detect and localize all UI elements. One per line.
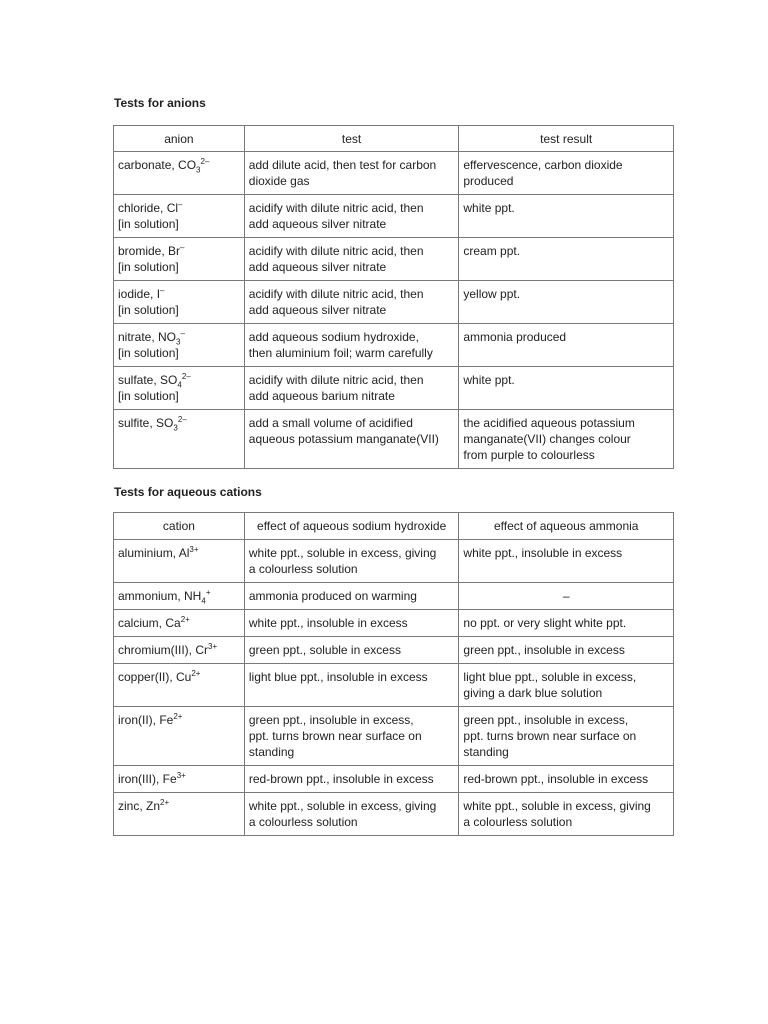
- anion-formula: [118, 286, 240, 302]
- column-header-test-result: test result: [459, 126, 674, 152]
- cation-formula: [118, 545, 240, 561]
- cation-formula: [118, 771, 240, 787]
- test-cell-line: acidify with dilute nitric acid, then: [248, 201, 424, 215]
- test-cell-line: acidify with dilute nitric acid, then: [248, 244, 424, 258]
- charge-superscript: 2+: [191, 669, 201, 678]
- table-row: [114, 540, 674, 583]
- cation-cell: [114, 793, 245, 836]
- result-cell: [459, 367, 674, 410]
- cations-table: [113, 512, 674, 836]
- result-cell-line: white ppt.: [463, 373, 515, 387]
- test-cell-line: dioxide gas: [248, 174, 310, 188]
- anion-formula: [118, 372, 240, 388]
- ammonia-cell: [459, 540, 674, 583]
- sodium-hydroxide-cell-line: green ppt., insoluble in excess,: [248, 713, 414, 727]
- result-cell: [459, 281, 674, 324]
- table-row: [114, 707, 674, 766]
- result-cell-line: effervescence, carbon dioxide: [463, 158, 623, 172]
- state-note: [in solution]: [118, 260, 179, 274]
- table-row: [114, 238, 674, 281]
- cation-name: iron(III), Fe: [118, 772, 177, 786]
- subscript: 4: [201, 596, 206, 606]
- anion-name: carbonate, CO: [118, 158, 197, 172]
- column-header-anion: anion: [114, 126, 245, 152]
- subscript: 3: [173, 423, 178, 433]
- ammonia-cell-line: giving a dark blue solution: [463, 686, 603, 700]
- sodium-hydroxide-cell-line: green ppt., soluble in excess: [248, 643, 401, 657]
- sodium-hydroxide-cell: [244, 540, 459, 583]
- cation-cell: [114, 610, 245, 637]
- cation-name: copper(II), Cu: [118, 670, 192, 684]
- sodium-hydroxide-cell-line: a colourless solution: [248, 562, 358, 576]
- anion-cell: [114, 238, 245, 281]
- ammonia-cell-line: no ppt. or very slight white ppt.: [463, 616, 627, 630]
- anion-formula: [118, 243, 240, 259]
- cation-name: iron(II), Fe: [118, 713, 174, 727]
- cation-cell: [114, 707, 245, 766]
- result-cell: [459, 324, 674, 367]
- result-cell-line: manganate(VII) changes colour: [463, 432, 631, 446]
- charge-superscript: 2–: [200, 157, 210, 166]
- result-cell-line: yellow ppt.: [463, 287, 521, 301]
- anion-formula: [118, 157, 240, 173]
- table-header-row: [114, 513, 674, 540]
- state-note: [in solution]: [118, 389, 179, 403]
- cation-formula: [118, 615, 240, 631]
- ammonia-cell: [459, 766, 674, 793]
- anion-formula: [118, 415, 240, 431]
- anions-heading: Tests for anions: [114, 96, 206, 110]
- charge-superscript: +: [205, 588, 211, 597]
- test-cell: [244, 410, 459, 469]
- result-cell: [459, 152, 674, 195]
- result-cell-line: white ppt.: [463, 201, 515, 215]
- column-header-cation: cation: [114, 513, 245, 540]
- cations-table-body: [114, 540, 674, 836]
- charge-superscript: –: [160, 286, 165, 295]
- test-cell-line: add aqueous silver nitrate: [248, 260, 387, 274]
- sodium-hydroxide-cell-line: ammonia produced on warming: [248, 589, 417, 603]
- table-header-row: [114, 126, 674, 152]
- anion-formula: [118, 200, 240, 216]
- ammonia-cell-line: –: [562, 589, 570, 603]
- sodium-hydroxide-cell: [244, 766, 459, 793]
- anion-name: bromide, Br: [118, 244, 181, 258]
- table-row: [114, 583, 674, 610]
- cation-cell: [114, 664, 245, 707]
- ammonia-cell-line: a colourless solution: [463, 815, 573, 829]
- table-row: [114, 610, 674, 637]
- sodium-hydroxide-cell-line: white ppt., insoluble in excess: [248, 616, 408, 630]
- state-note: [in solution]: [118, 303, 179, 317]
- table-row: [114, 793, 674, 836]
- test-cell-line: add aqueous barium nitrate: [248, 389, 395, 403]
- ammonia-cell: [459, 793, 674, 836]
- cation-name: calcium, Ca: [118, 616, 181, 630]
- ammonia-cell-line: white ppt., insoluble in excess: [463, 546, 623, 560]
- anion-name: chloride, Cl: [118, 201, 179, 215]
- test-cell-line: acidify with dilute nitric acid, then: [248, 287, 424, 301]
- charge-superscript: –: [178, 200, 183, 209]
- sodium-hydroxide-cell-line: ppt. turns brown near surface on: [248, 729, 422, 743]
- ammonia-cell-line: ppt. turns brown near surface on: [463, 729, 637, 743]
- anions-table-body: [114, 152, 674, 469]
- test-cell-line: aqueous potassium manganate(VII): [248, 432, 439, 446]
- subscript: 3: [176, 337, 181, 347]
- sodium-hydroxide-cell-line: light blue ppt., insoluble in excess: [248, 670, 428, 684]
- test-cell-line: add aqueous sodium hydroxide,: [248, 330, 419, 344]
- sodium-hydroxide-cell: [244, 707, 459, 766]
- charge-superscript: 2–: [177, 415, 187, 424]
- state-note: [in solution]: [118, 346, 179, 360]
- table-row: [114, 367, 674, 410]
- anion-cell: [114, 324, 245, 367]
- ammonia-cell: [459, 610, 674, 637]
- ammonia-cell: [459, 707, 674, 766]
- cation-cell: [114, 766, 245, 793]
- sodium-hydroxide-cell: [244, 664, 459, 707]
- ammonia-cell-line: green ppt., insoluble in excess,: [463, 713, 629, 727]
- cation-formula: [118, 588, 240, 604]
- anion-cell: [114, 152, 245, 195]
- cation-formula: [118, 642, 240, 658]
- anion-cell: [114, 367, 245, 410]
- test-cell-line: then aluminium foil; warm carefully: [248, 346, 433, 360]
- test-cell-line: add aqueous silver nitrate: [248, 217, 387, 231]
- cation-cell: [114, 583, 245, 610]
- charge-superscript: 3+: [176, 771, 186, 780]
- table-row: [114, 637, 674, 664]
- ammonia-cell: [459, 664, 674, 707]
- test-cell: [244, 367, 459, 410]
- sodium-hydroxide-cell-line: a colourless solution: [248, 815, 358, 829]
- table-row: [114, 195, 674, 238]
- table-row: [114, 766, 674, 793]
- cation-name: chromium(III), Cr: [118, 643, 208, 657]
- subscript: 3: [196, 165, 201, 175]
- ammonia-cell-line: standing: [463, 745, 509, 759]
- sodium-hydroxide-cell: [244, 637, 459, 664]
- anion-cell: [114, 281, 245, 324]
- column-header-sodium-hydroxide: effect of aqueous sodium hydroxide: [244, 513, 459, 540]
- test-cell: [244, 238, 459, 281]
- anion-name: sulfate, SO: [118, 373, 178, 387]
- column-header-ammonia: effect of aqueous ammonia: [459, 513, 674, 540]
- anion-cell: [114, 195, 245, 238]
- table-row: [114, 410, 674, 469]
- sodium-hydroxide-cell-line: standing: [248, 745, 295, 759]
- result-cell-line: produced: [463, 174, 514, 188]
- test-cell: [244, 324, 459, 367]
- test-cell-line: add dilute acid, then test for carbon: [248, 158, 437, 172]
- result-cell-line: cream ppt.: [463, 244, 521, 258]
- cation-name: ammonium, NH: [118, 589, 202, 603]
- column-header-test: test: [244, 126, 459, 152]
- table-row: [114, 664, 674, 707]
- anions-table: [113, 125, 674, 469]
- test-cell-line: acidify with dilute nitric acid, then: [248, 373, 424, 387]
- charge-superscript: 3+: [208, 642, 218, 651]
- result-cell-line: the acidified aqueous potassium: [463, 416, 635, 430]
- anion-cell: [114, 410, 245, 469]
- test-cell-line: add aqueous silver nitrate: [248, 303, 387, 317]
- ammonia-cell-line: green ppt., insoluble in excess: [463, 643, 625, 657]
- table-row: [114, 324, 674, 367]
- state-note: [in solution]: [118, 217, 179, 231]
- cations-heading: Tests for aqueous cations: [114, 485, 262, 499]
- charge-superscript: 2–: [181, 372, 191, 381]
- ammonia-cell: [459, 583, 674, 610]
- cation-cell: [114, 540, 245, 583]
- charge-superscript: –: [180, 329, 185, 338]
- anion-name: nitrate, NO: [118, 330, 177, 344]
- cation-formula: [118, 669, 240, 685]
- anion-formula: [118, 329, 240, 345]
- cation-cell: [114, 637, 245, 664]
- table-row: [114, 152, 674, 195]
- table-row: [114, 281, 674, 324]
- sodium-hydroxide-cell-line: red-brown ppt., insoluble in excess: [248, 772, 434, 786]
- ammonia-cell-line: red-brown ppt., insoluble in excess: [463, 772, 649, 786]
- result-cell: [459, 195, 674, 238]
- sodium-hydroxide-cell-line: white ppt., soluble in excess, giving: [248, 546, 437, 560]
- result-cell-line: ammonia produced: [463, 330, 567, 344]
- subscript: 4: [177, 380, 182, 390]
- test-cell: [244, 195, 459, 238]
- sodium-hydroxide-cell: [244, 793, 459, 836]
- ammonia-cell-line: white ppt., soluble in excess, giving: [463, 799, 651, 813]
- cation-name: zinc, Zn: [118, 799, 161, 813]
- test-cell: [244, 281, 459, 324]
- sodium-hydroxide-cell: [244, 610, 459, 637]
- ammonia-cell: [459, 637, 674, 664]
- sodium-hydroxide-cell: [244, 583, 459, 610]
- result-cell: [459, 410, 674, 469]
- cation-formula: [118, 712, 240, 728]
- cation-formula: [118, 798, 240, 814]
- charge-superscript: –: [180, 243, 185, 252]
- charge-superscript: 2+: [173, 712, 183, 721]
- cation-name: aluminium, Al: [118, 546, 190, 560]
- ammonia-cell-line: light blue ppt., soluble in excess,: [463, 670, 637, 684]
- charge-superscript: 3+: [189, 545, 199, 554]
- charge-superscript: 2+: [160, 798, 170, 807]
- charge-superscript: 2+: [180, 615, 190, 624]
- result-cell-line: from purple to colourless: [463, 448, 595, 462]
- sodium-hydroxide-cell-line: white ppt., soluble in excess, giving: [248, 799, 437, 813]
- result-cell: [459, 238, 674, 281]
- anion-name: iodide, I: [118, 287, 161, 301]
- test-cell: [244, 152, 459, 195]
- test-cell-line: add a small volume of acidified: [248, 416, 413, 430]
- anion-name: sulfite, SO: [118, 416, 174, 430]
